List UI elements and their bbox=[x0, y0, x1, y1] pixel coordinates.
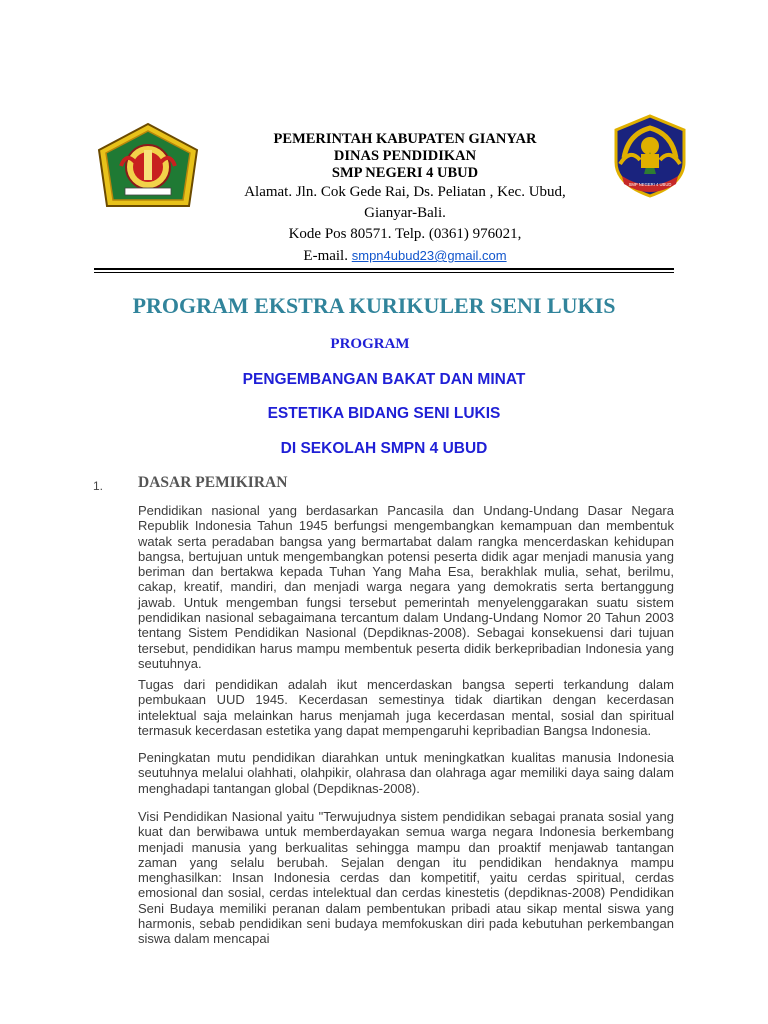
address-line-1: Alamat. Jln. Cok Gede Rai, Ds. Peliatan , Kec. Ubud, bbox=[244, 184, 566, 200]
postal-phone-line: Kode Pos 80571. Telp. (0361) 976021, bbox=[288, 226, 522, 242]
subtitle-1: PENGEMBANGAN BAKAT DAN MINAT bbox=[242, 371, 526, 388]
document-title: PROGRAM EKSTRA KURIKULER SENI LUKIS bbox=[132, 293, 616, 318]
department-name: DINAS PENDIDIKAN bbox=[333, 148, 477, 164]
letterhead-rule-thin bbox=[94, 272, 674, 273]
email-line bbox=[205, 245, 605, 267]
body-paragraph: Pendidikan nasional yang berdasarkan Pancasila dan Undang-Undang Dasar Negara Republik Indonesia Tahun 1945 berfungsi mengembangkan kemampuan dan membentuk watak serta peradaban bangsa yang bermartabat dalam rangka mencerdaskan kehidupan bangsa, bertujuan untuk mengembangkan potensi peserta didik agar menjadi manusia yang beriman dan bertakwa kepada Tuhan Yang Maha Esa, berakhlak mulia, sehat, berilmu, cakap, kreatif, mandiri, dan menjadi warga negara yang demokratis serta bertanggung jawab. Untuk mengemban fungsi tersebut pemerintah menyelenggarakan suatu sistem pendidikan nasional sebagaimana tercantum dalam Undang-Undang Nomor 20 Tahun 2003 tentang Sistem Pendidikan Nasional (Depdiknas-2008). Sebagai konsekuensi dari tujuan tersebut, pendidikan harus mampu membentuk peserta didik berkepribadian Indonesia yang seutuhnya. bbox=[138, 503, 674, 671]
subtitle-2: ESTETIKA BIDANG SENI LUKIS bbox=[267, 405, 501, 422]
gianyar-regency-emblem-icon bbox=[95, 122, 201, 212]
address-line-2: Gianyar-Bali. bbox=[364, 205, 446, 221]
government-name: PEMERINTAH KABUPATEN GIANYAR bbox=[273, 131, 537, 147]
body-paragraph: Visi Pendidikan Nasional yaitu "Terwujudnya sistem pendidikan sebagai pranata sosial yang kuat dan berwibawa untuk memberdayakan semua warga negara Indonesia berkembang menjadi manusia yang berkualitas sehingga mampu dan proaktif menjawab tantangan zaman yang selalu berubah. Sejalan dengan itu pendidikan hendaknya mampu menghasilkan: Insan Indonesia cerdas dan kompetitif, yaitu cerdas spiritual, cerdas emosional dan sosial, cerdas intelektual dan cerdas kinestetis (depdiknas-2008) Pendidikan Seni Budaya memiliki peranan dalam pembentukan pribadi atau sikap mental siswa yang harmonis, sebab pendidikan seni budaya memfokuskan diri pada kebutuhan perkembangan siswa dalam mencapai bbox=[138, 809, 674, 947]
email-link[interactable]: smpn4ubud23@gmail.com bbox=[351, 248, 507, 263]
email-label: E-mail. bbox=[303, 248, 348, 264]
smp-negeri-4-ubud-emblem-icon bbox=[610, 114, 690, 198]
letterhead-rule-thick bbox=[94, 268, 674, 270]
emblem-ribbon-text: SMP NEGERI 4 UBUD bbox=[628, 182, 672, 187]
section-number: 1. bbox=[93, 479, 104, 493]
school-name: SMP NEGERI 4 UBUD bbox=[331, 165, 479, 181]
letterhead bbox=[205, 131, 605, 267]
section-title: DASAR PEMIKIRAN bbox=[138, 474, 288, 491]
subtitle-3: DI SEKOLAH SMPN 4 UBUD bbox=[280, 440, 488, 457]
body-paragraph: Peningkatan mutu pendidikan diarahkan untuk meningkatkan kualitas manusia Indonesia seutuhnya melalui olahhati, olahpikir, olahrasa dan olahraga agar memiliki daya saing dalam menghadapi tantangan global (Depdiknas-2008). bbox=[138, 750, 674, 796]
program-heading: PROGRAM bbox=[330, 336, 410, 352]
body-paragraph: Tugas dari pendidikan adalah ikut mencerdaskan bangsa seperti terkandung dalam pembukaan UUD 1945. Kecerdasan semestinya tidak diartikan dengan kecerdasan intelektual saja melainkan harus menjamah juga kecerdasan mental, sosial dan spiritual termasuk kecerdasan estetika yang dapat mempengaruhi kepribadian Bangsa Indonesia. bbox=[138, 677, 674, 738]
